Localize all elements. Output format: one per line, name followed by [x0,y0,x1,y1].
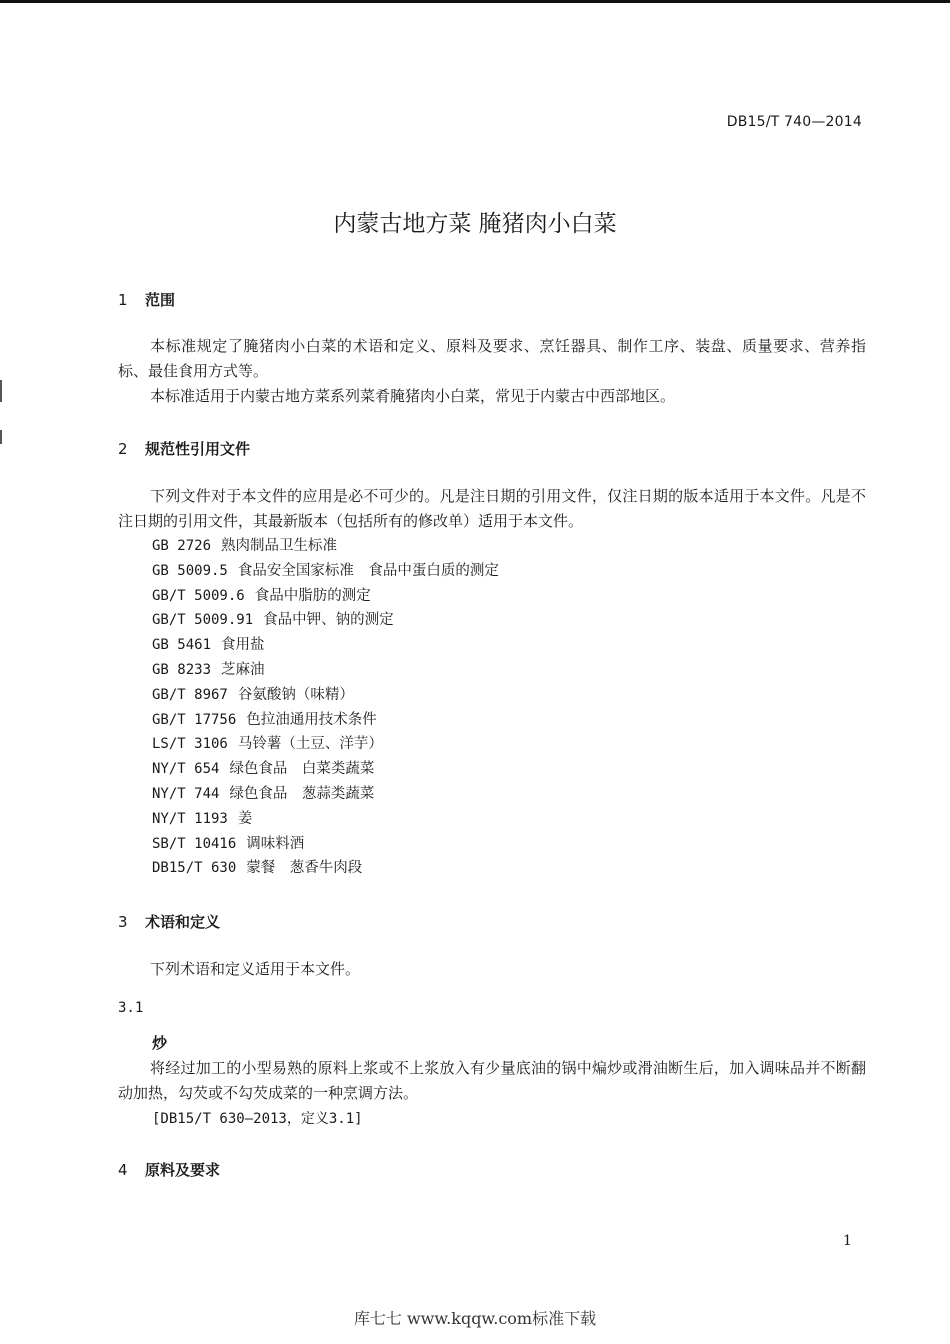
reference-item [152,782,499,807]
reference-name: 马铃薯（土豆、洋芋） [237,736,383,753]
section-2-heading [118,438,250,459]
top-border-line [0,0,950,3]
reference-item [152,584,499,609]
reference-name: 芝麻油 [221,661,265,678]
reference-item [152,658,499,683]
reference-code: GB 5461 [152,637,212,654]
reference-code: NY/T 1193 [152,810,228,827]
reference-name: 色拉油通用技术条件 [246,711,377,728]
reference-code: GB/T 17756 [152,711,237,728]
reference-name: 食品安全国家标准 食品中蛋白质的测定 [237,562,499,579]
reference-item [152,708,499,733]
reference-code: GB/T 5009.91 [152,612,254,629]
reference-item [152,534,499,559]
reference-code: GB 8233 [152,661,212,678]
reference-item [152,807,499,832]
reference-item [152,633,499,658]
subclause-number: 3.1 [118,1000,144,1016]
reference-name: 谷氨酸钠（味精） [237,686,354,703]
definition-source: [DB15/T 630—2013，定义3.1] [152,1111,363,1127]
footer-watermark-text: 库七七 www.kqqw.com标准下载 [353,1309,597,1328]
reference-code: GB/T 5009.6 [152,587,245,604]
reference-code: LS/T 3106 [152,736,228,753]
document-code: DB15/T 740—2014 [726,114,862,130]
section-3-paragraph-1: 下列术语和定义适用于本文件。 [150,960,361,978]
section-number: 2 [118,440,128,458]
reference-code: GB/T 8967 [152,686,228,703]
section-4-heading [118,1159,220,1180]
reference-name: 蒙餐 葱香牛肉段 [246,860,363,877]
reference-code: NY/T 744 [152,785,220,802]
scan-edge-mark [0,380,2,402]
page-title: 内蒙古地方菜 腌猪肉小白菜 [333,211,617,237]
reference-name: 食用盐 [221,637,265,654]
reference-name: 调味料酒 [246,835,305,852]
reference-item [152,757,499,782]
reference-item [152,856,499,881]
reference-item [152,732,499,757]
section-3-heading [118,911,220,932]
term-definition: 将经过加工的小型易熟的原料上浆或不上浆放入有少量底油的锅中煸炒或滑油断生后，加入调味品并不断翻动加热，勾芡或不勾芡成菜的一种烹调方法。 [118,1059,866,1102]
section-number: 4 [118,1161,128,1179]
reference-code: GB 2726 [152,538,212,554]
section-title: 范围 [145,291,176,309]
reference-name: 姜 [237,810,253,827]
section-title: 原料及要求 [145,1161,221,1179]
scan-edge-mark [0,430,2,444]
section-1-paragraph-1: 本标准规定了腌猪肉小白菜的术语和定义、原料及要求、烹饪器具、制作工序、装盘、质量要求、营养指标、最佳食用方式等。 [118,337,866,380]
reference-name: 食品中脂肪的测定 [254,587,371,604]
reference-item [152,832,499,857]
reference-code: NY/T 654 [152,761,220,778]
reference-code: DB15/T 630 [152,860,237,877]
reference-item [152,683,499,708]
section-title: 规范性引用文件 [145,440,251,458]
reference-item [152,608,499,633]
section-number: 3 [118,913,128,931]
section-1-paragraph-2: 本标准适用于内蒙古地方菜系列菜肴腌猪肉小白菜，常见于内蒙古中西部地区。 [150,387,676,405]
reference-name: 绿色食品 葱蒜类蔬菜 [229,785,375,802]
reference-code: GB 5009.5 [152,562,228,579]
reference-name: 食品中钾、钠的测定 [263,612,394,629]
reference-name: 熟肉制品卫生标准 [221,538,338,554]
term-heading: 炒 [152,1034,168,1052]
section-1-heading [118,289,175,310]
reference-code: SB/T 10416 [152,835,237,852]
reference-item [152,559,499,584]
normative-references-list [152,534,499,881]
reference-name: 绿色食品 白菜类蔬菜 [229,761,375,778]
page-number: 1 [843,1233,852,1249]
section-number: 1 [118,291,128,309]
section-2-paragraph-1: 下列文件对于本文件的应用是必不可少的。凡是注日期的引用文件，仅注日期的版本适用于本文件。凡是不注日期的引用文件，其最新版本（包括所有的修改单）适用于本文件。 [118,487,866,530]
section-title: 术语和定义 [145,913,221,931]
